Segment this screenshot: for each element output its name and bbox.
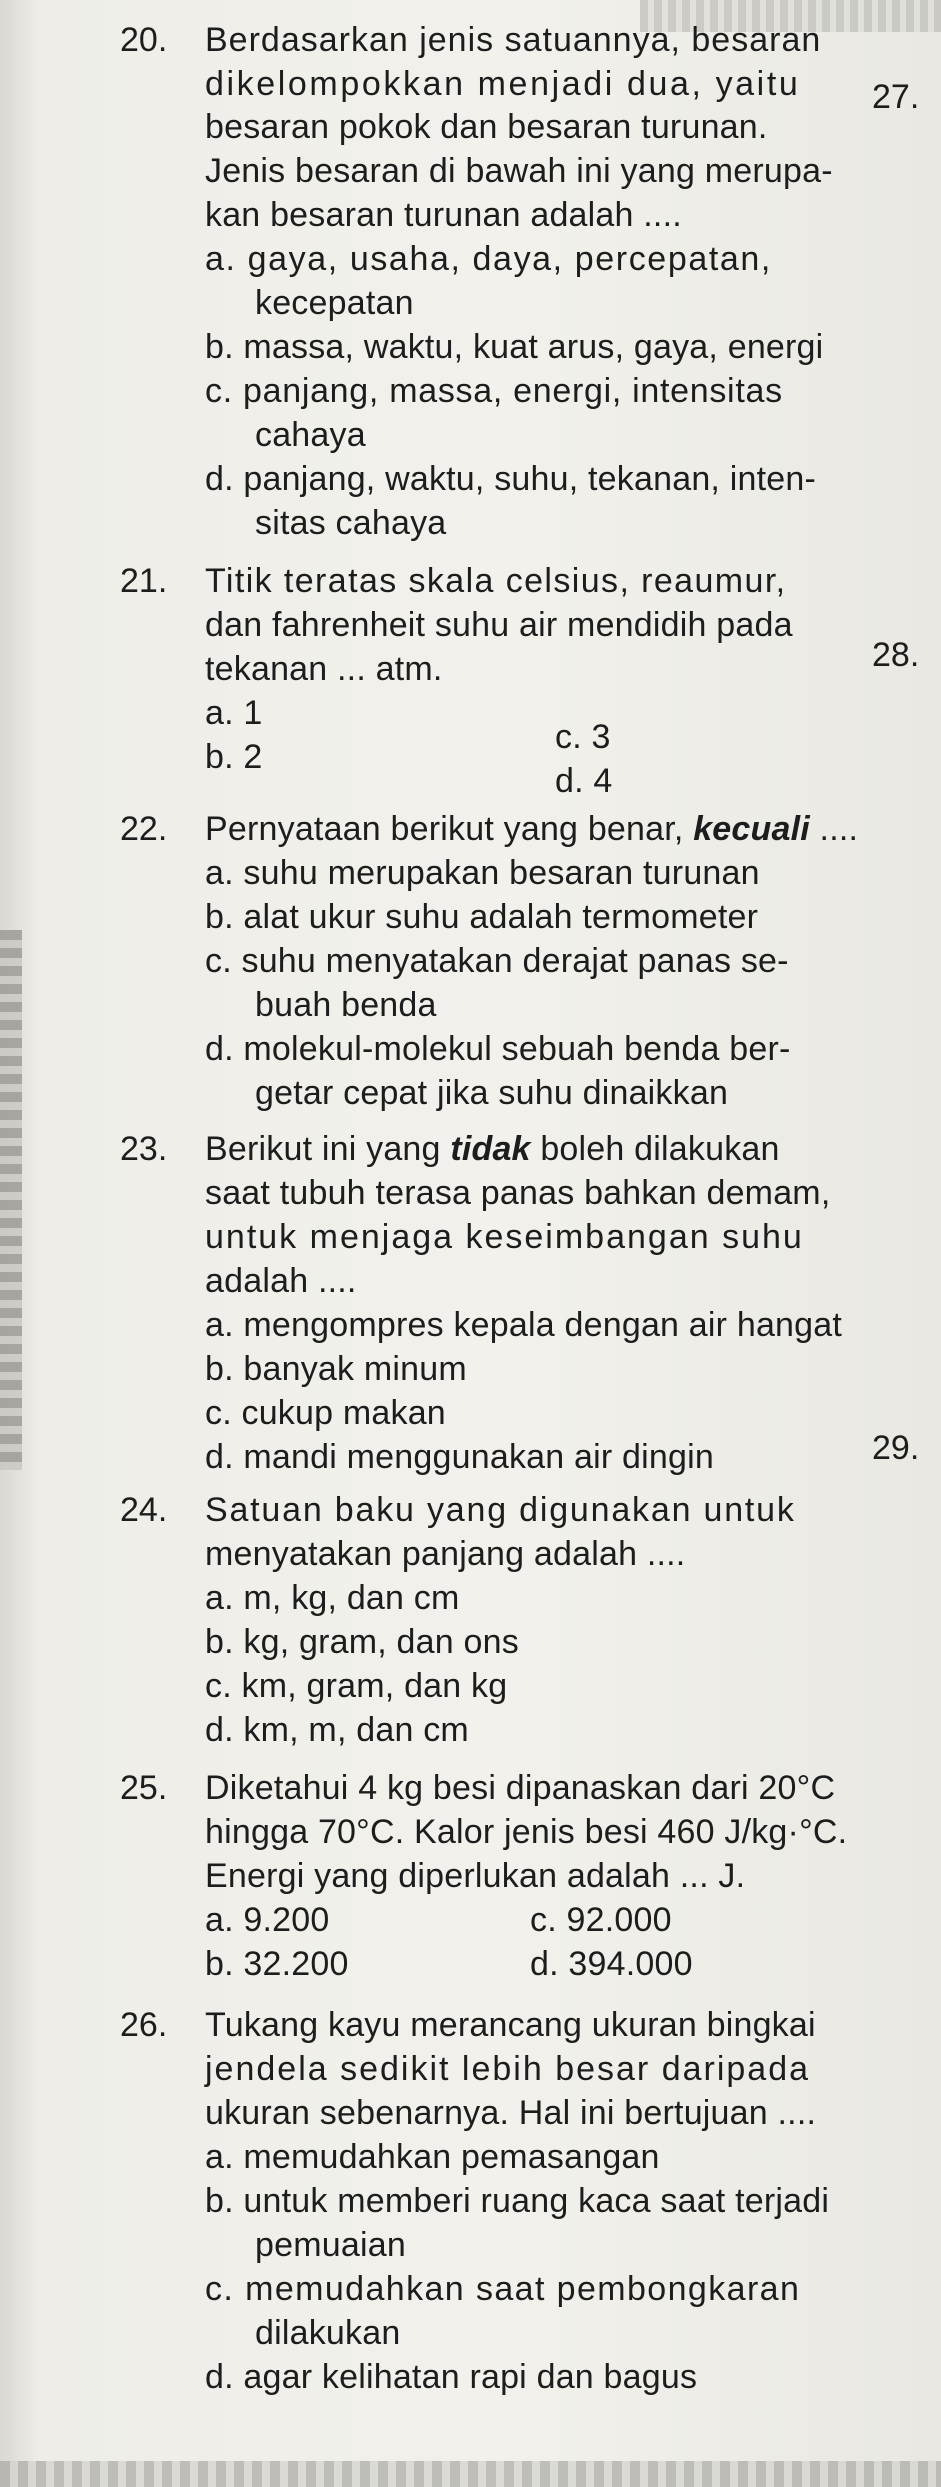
question-number: 26. (120, 2006, 168, 2044)
question-text: dikelompokkan menjadi dua, yaitu (205, 65, 801, 103)
option-c: c. panjang, massa, energi, intensitas (205, 372, 783, 410)
option-d: d. km, m, dan cm (205, 1711, 469, 1749)
question-text-prefix: Berikut ini yang (205, 1130, 451, 1168)
page-edge-bottom (0, 2461, 941, 2487)
option-c-cont: buah benda (255, 986, 437, 1024)
question-emphasis: kecuali (693, 810, 810, 848)
question-text: adalah .... (205, 1262, 357, 1300)
option-a: a. gaya, usaha, daya, percepatan, (205, 240, 772, 278)
question-text: Titik teratas skala celsius, reaumur, (205, 562, 787, 600)
option-a: a. 9.200 (205, 1901, 330, 1939)
question-text: Energi yang diperlukan adalah ... J. (205, 1857, 746, 1895)
option-a: a. m, kg, dan cm (205, 1579, 460, 1617)
question-text: ukuran sebenarnya. Hal ini bertujuan .... (205, 2094, 817, 2132)
question-text: Satuan baku yang digunakan untuk (205, 1491, 796, 1529)
question-text: kan besaran turunan adalah .... (205, 196, 682, 234)
option-b: b. kg, gram, dan ons (205, 1623, 519, 1661)
option-b: b. massa, waktu, kuat arus, gaya, energi (205, 328, 824, 366)
question-text: Diketahui 4 kg besi dipanaskan dari 20°C (205, 1769, 836, 1807)
question-text: saat tubuh terasa panas bahkan demam, (205, 1174, 831, 1212)
question-text (205, 1129, 780, 1169)
question-number: 25. (120, 1769, 168, 1807)
question-text: dan fahrenheit suhu air mendidih pada (205, 606, 793, 644)
option-c: c. 3 (555, 718, 611, 756)
question-text (205, 809, 858, 849)
option-d: d. 394.000 (530, 1945, 693, 1983)
side-number: 28. (872, 636, 920, 674)
option-c: c. suhu menyatakan derajat panas se- (205, 942, 789, 980)
binding-spine (0, 930, 22, 1470)
option-a: a. memudahkan pemasangan (205, 2138, 660, 2176)
question-text: jendela sedikit lebih besar daripada (205, 2050, 811, 2088)
question-text-prefix: Pernyataan berikut yang benar, (205, 810, 694, 848)
question-number: 24. (120, 1491, 168, 1529)
option-d: d. agar kelihatan rapi dan bagus (205, 2358, 698, 2396)
option-c-cont: cahaya (255, 416, 366, 454)
option-c: c. memudahkan saat pembongkaran (205, 2270, 801, 2308)
option-a: a. suhu merupakan besaran turunan (205, 854, 760, 892)
option-b: b. 2 (205, 738, 263, 776)
side-number: 29. (872, 1429, 920, 1467)
option-c: c. 92.000 (530, 1901, 672, 1939)
question-text: Berdasarkan jenis satuannya, besaran (205, 21, 822, 59)
question-emphasis: tidak (450, 1130, 531, 1168)
option-a-cont: kecepatan (255, 284, 414, 322)
option-b: b. untuk memberi ruang kaca saat terjadi (205, 2182, 830, 2220)
option-d-cont: sitas cahaya (255, 504, 447, 542)
question-text: Jenis besaran di bawah ini yang merupa- (205, 152, 833, 190)
option-b: b. banyak minum (205, 1350, 467, 1388)
question-text-suffix: boleh dilakukan (530, 1130, 780, 1168)
question-number: 22. (120, 810, 168, 848)
question-text: untuk menjaga keseimbangan suhu (205, 1218, 804, 1256)
option-a: a. 1 (205, 694, 263, 732)
option-b: b. alat ukur suhu adalah termometer (205, 898, 759, 936)
question-text: tekanan ... atm. (205, 650, 443, 688)
option-d-cont: getar cepat jika suhu dinaikkan (255, 1074, 729, 1112)
question-text-suffix: .... (809, 810, 859, 848)
question-text: besaran pokok dan besaran turunan. (205, 108, 768, 146)
option-d: d. 4 (555, 762, 613, 800)
question-number: 21. (120, 562, 168, 600)
option-a: a. mengompres kepala dengan air hangat (205, 1306, 843, 1344)
question-number: 23. (120, 1130, 168, 1168)
option-d: d. mandi menggunakan air dingin (205, 1438, 714, 1476)
option-c: c. cukup makan (205, 1394, 446, 1432)
option-b-cont: pemuaian (255, 2226, 406, 2264)
question-number: 20. (120, 21, 168, 59)
side-number: 27. (872, 78, 920, 116)
option-b: b. 32.200 (205, 1945, 349, 1983)
option-c-cont: dilakukan (255, 2314, 401, 2352)
option-c: c. km, gram, dan kg (205, 1667, 508, 1705)
question-text: menyatakan panjang adalah .... (205, 1535, 686, 1573)
option-d: d. panjang, waktu, suhu, tekanan, inten- (205, 460, 816, 498)
question-text: Tukang kayu merancang ukuran bingkai (205, 2006, 816, 2044)
option-d: d. molekul-molekul sebuah benda ber- (205, 1030, 791, 1068)
question-text: hingga 70°C. Kalor jenis besi 460 J/kg·°C. (205, 1813, 848, 1851)
